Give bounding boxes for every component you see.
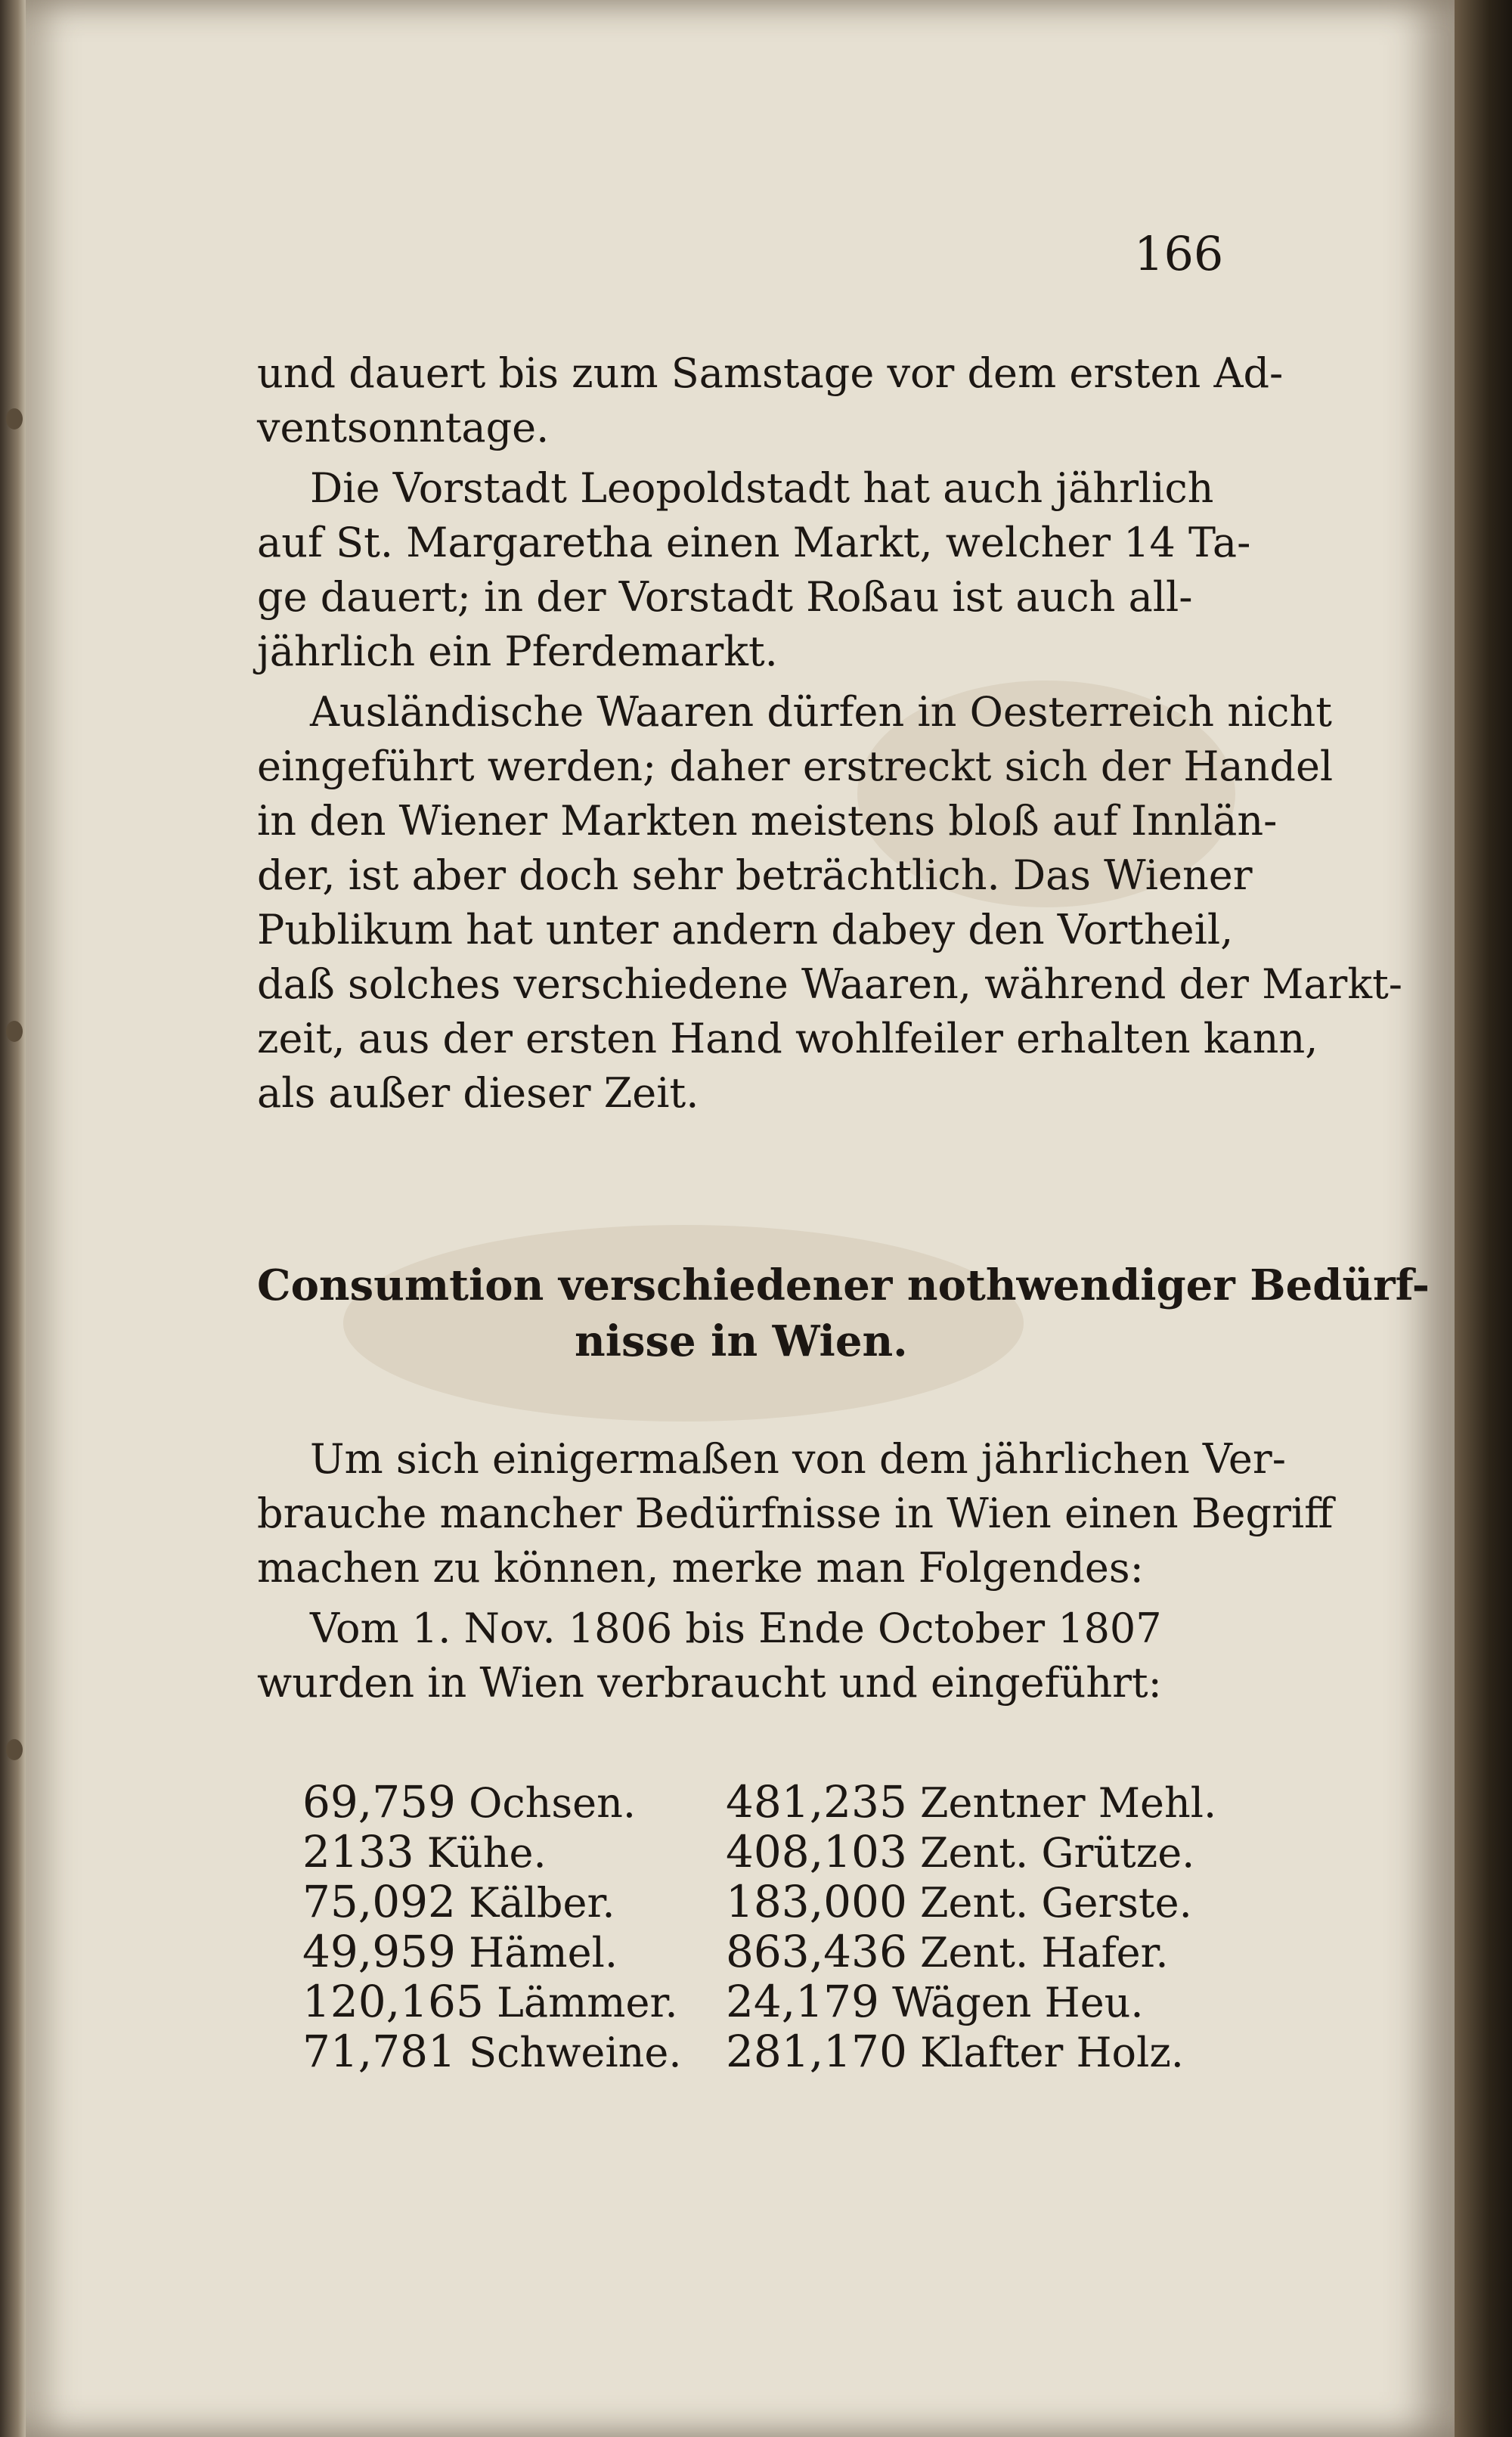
consumption-list-right xyxy=(726,1777,1216,2076)
quantity: 863,436 xyxy=(726,1926,907,1977)
quantity: 49,959 xyxy=(302,1926,456,1977)
text-line: auf St. Margaretha einen Markt, welcher 14 Ta- xyxy=(257,519,1251,566)
binding-mark xyxy=(6,1021,23,1042)
text-line: machen zu können, merke man Folgendes: xyxy=(257,1544,1144,1592)
text-line: als außer dieser Zeit. xyxy=(257,1069,699,1117)
item: Zent. Gerste. xyxy=(920,1879,1192,1927)
quantity: 481,235 xyxy=(726,1776,907,1828)
consumption-row xyxy=(726,1927,1216,1977)
consumption-row xyxy=(302,1877,682,1927)
text-line: wurden in Wien verbraucht und eingeführt: xyxy=(257,1659,1162,1707)
text-line: Publikum hat unter andern dabey den Vortheil, xyxy=(257,906,1234,953)
text-line: ge dauert; in der Vorstadt Roßau ist auch all- xyxy=(257,573,1193,621)
consumption-row xyxy=(302,1927,682,1977)
text-line: eingeführt werden; daher erstreckt sich der Handel xyxy=(257,743,1334,790)
quantity: 281,170 xyxy=(726,2026,907,2077)
binding-mark xyxy=(6,408,23,429)
text-line: brauche mancher Bedürfnisse in Wien einen Begriff xyxy=(257,1490,1334,1537)
item: Zent. Grütze. xyxy=(920,1829,1195,1877)
text-line: daß solches verschiedene Waaren, während der Markt- xyxy=(257,960,1403,1008)
item: Hämel. xyxy=(469,1929,618,1977)
item: Wägen Heu. xyxy=(892,1979,1144,2026)
quantity: 69,759 xyxy=(302,1776,456,1828)
section-heading: Consumtion verschiedener nothwendiger Bedürf- xyxy=(257,1260,1430,1310)
consumption-row xyxy=(726,1827,1216,1877)
book-spine-left xyxy=(0,0,26,2437)
quantity: 75,092 xyxy=(302,1876,456,1927)
text-line: Vom 1. Nov. 1806 bis Ende October 1807 xyxy=(310,1605,1162,1652)
quantity: 71,781 xyxy=(302,2026,456,2077)
consumption-row xyxy=(726,1777,1216,1827)
text-line: der, ist aber doch sehr beträchtlich. Das Wiener xyxy=(257,851,1253,899)
text-line: ventsonntage. xyxy=(257,404,550,451)
item: Klafter Holz. xyxy=(920,2029,1184,2076)
consumption-list-left xyxy=(302,1777,682,2076)
item: Kälber. xyxy=(469,1879,615,1927)
text-line: Die Vorstadt Leopoldstadt hat auch jährlich xyxy=(310,464,1214,512)
consumption-row xyxy=(302,2026,682,2076)
binding-mark xyxy=(6,1739,23,1760)
text-line: jährlich ein Pferdemarkt. xyxy=(257,628,778,675)
consumption-row xyxy=(726,1877,1216,1927)
text-line: zeit, aus der ersten Hand wohlfeiler erhalten kann, xyxy=(257,1015,1318,1062)
text-line: Um sich einigermaßen von dem jährlichen Ver- xyxy=(310,1435,1286,1483)
item: Zentner Mehl. xyxy=(920,1779,1217,1827)
consumption-row xyxy=(302,1777,682,1827)
item: Kühe. xyxy=(426,1829,547,1877)
text-line: in den Wiener Markten meistens bloß auf Innlän- xyxy=(257,797,1278,845)
item: Lämmer. xyxy=(497,1979,678,2026)
consumption-row xyxy=(726,2026,1216,2076)
text-line: und dauert bis zum Samstage vor dem ersten Ad- xyxy=(257,349,1284,397)
item: Ochsen. xyxy=(469,1779,637,1827)
text-line: Ausländische Waaren dürfen in Oesterreich nicht xyxy=(310,688,1333,736)
consumption-row xyxy=(726,1977,1216,2026)
consumption-row xyxy=(302,1977,682,2026)
quantity: 120,165 xyxy=(302,1976,484,2027)
item: Schweine. xyxy=(469,2029,682,2076)
section-heading-cont: nisse in Wien. xyxy=(575,1316,908,1366)
item: Zent. Hafer. xyxy=(920,1929,1169,1977)
page-number: 166 xyxy=(1134,226,1224,281)
quantity: 408,103 xyxy=(726,1826,907,1877)
quantity: 2133 xyxy=(302,1826,414,1877)
quantity: 183,000 xyxy=(726,1876,907,1927)
quantity: 24,179 xyxy=(726,1976,879,2027)
consumption-row xyxy=(302,1827,682,1877)
book-edge-right xyxy=(1455,0,1512,2437)
